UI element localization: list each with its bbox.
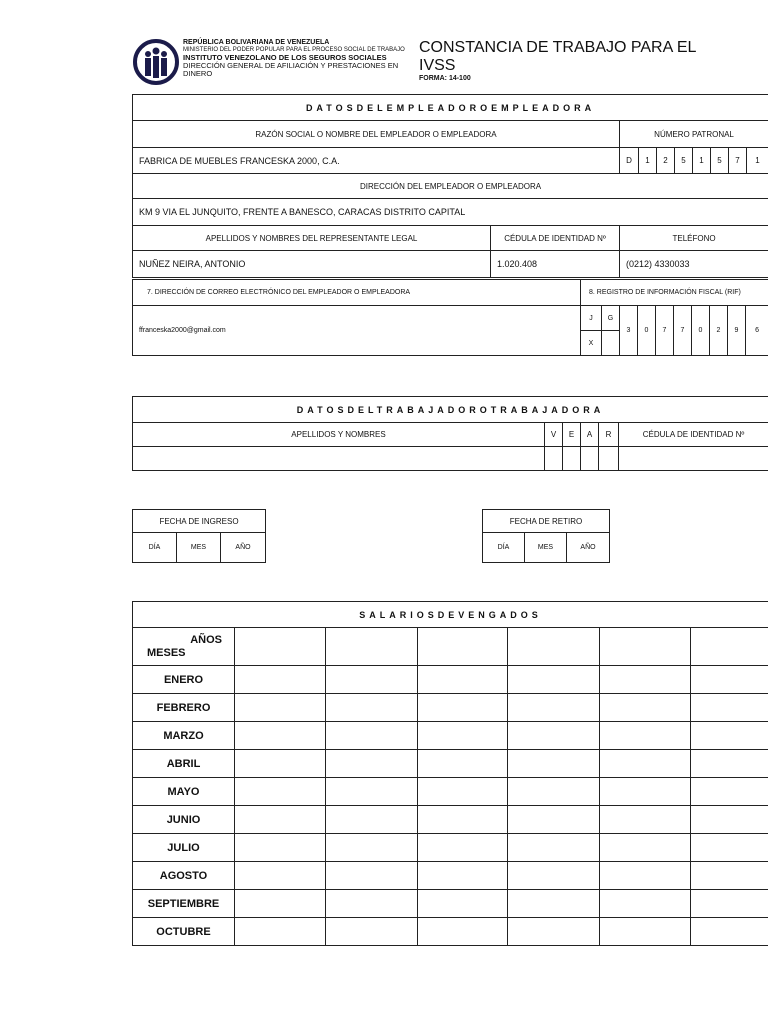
org-line-4b: DINERO: [183, 69, 213, 78]
representante-label: APELLIDOS Y NOMBRES DEL REPRESENTANTE LEGAL: [133, 226, 491, 251]
salary-cell: [235, 834, 326, 862]
worker-nombres-field: [133, 447, 545, 471]
month-row: [133, 722, 768, 750]
month-label: JUNIO: [133, 806, 235, 834]
salary-cell: [691, 806, 768, 834]
rif-digit: 6: [746, 306, 768, 356]
email-label: 7. DIRECCIÓN DE CORREO ELECTRÓNICO DEL EMPLEADOR O EMPLEADORA: [133, 280, 581, 306]
salary-cell: [600, 750, 691, 778]
month-label: AGOSTO: [133, 862, 235, 890]
email-rif-table: [132, 279, 768, 356]
salary-cell: [418, 778, 508, 806]
year-column-header: [600, 628, 691, 666]
worker-cedula-label: CÉDULA DE IDENTIDAD Nº: [619, 423, 768, 447]
rif-type-empty: [602, 331, 620, 356]
ivss-logo: [133, 37, 179, 87]
ivss-logo-icon: [133, 37, 179, 87]
telefono-value: (0212) 4330033: [620, 251, 768, 278]
ingreso-dia-label: DÍA: [133, 533, 177, 563]
salary-cell: [235, 890, 326, 918]
salary-cell: [691, 750, 768, 778]
org-line-2: MINISTERIO DEL PODER POPULAR PARA EL PROCESO SOCIAL DE TRABAJO: [183, 47, 405, 53]
salary-cell: [508, 722, 600, 750]
salary-cell: [600, 890, 691, 918]
employer-section-title: DATOSDELEMPLEADOROEMPLEADORA: [133, 95, 768, 121]
ingreso-ano-label: AÑO: [221, 533, 266, 563]
numero-digit: 2: [657, 148, 675, 174]
form-number: FORMA: 14-100: [419, 75, 471, 82]
salary-cell: [326, 750, 418, 778]
salary-cell: [326, 694, 418, 722]
month-label: JULIO: [133, 834, 235, 862]
salary-cell: [326, 834, 418, 862]
employer-table: [132, 94, 768, 278]
rif-digit: 7: [674, 306, 692, 356]
razon-social-value: FABRICA DE MUEBLES FRANCESKA 2000, C.A.: [133, 148, 620, 174]
month-row: [133, 862, 768, 890]
month-row: [133, 918, 768, 946]
cedula-value: 1.020.408: [491, 251, 620, 278]
direccion-value: KM 9 VIA EL JUNQUITO, FRENTE A BANESCO, CARACAS DISTRITO CAPITAL: [133, 199, 768, 226]
month-rows: [133, 666, 768, 946]
salary-cell: [326, 666, 418, 694]
retiro-dia-label: DÍA: [483, 533, 525, 563]
month-row: [133, 778, 768, 806]
rif-type-mark: X: [581, 331, 602, 356]
salary-cell: [508, 918, 600, 946]
salary-cell: [326, 862, 418, 890]
salary-cell: [235, 778, 326, 806]
anos-label: AÑOS: [190, 634, 222, 646]
rif-label: 8. REGISTRO DE INFORMACIÓN FISCAL (RIF): [581, 280, 768, 306]
nationality-e-field: [563, 447, 581, 471]
salary-cell: [691, 862, 768, 890]
salary-cell: [691, 890, 768, 918]
salary-cell: [600, 722, 691, 750]
salary-cell: [235, 918, 326, 946]
month-row: [133, 806, 768, 834]
nationality-a-field: [581, 447, 599, 471]
salary-cell: [600, 834, 691, 862]
salary-cell: [418, 890, 508, 918]
rif-digit: 7: [656, 306, 674, 356]
salary-cell: [508, 666, 600, 694]
salary-cell: [691, 834, 768, 862]
salary-cell: [600, 666, 691, 694]
salary-cell: [600, 778, 691, 806]
telefono-label: TELÉFONO: [620, 226, 768, 251]
salary-cell: [418, 834, 508, 862]
rif-digit: J: [581, 306, 602, 331]
salary-cell: [508, 834, 600, 862]
month-label: SEPTIEMBRE: [133, 890, 235, 918]
salarios-section-title: SALARIOSDEVENGADOS: [133, 602, 768, 628]
salarios-table: [132, 601, 768, 946]
rif-digit: 9: [728, 306, 746, 356]
numero-patronal-label: NÚMERO PATRONAL: [620, 121, 768, 148]
salary-cell: [418, 694, 508, 722]
nationality-e: E: [563, 423, 581, 447]
document-title: [419, 39, 719, 82]
salary-cell: [326, 778, 418, 806]
month-row: [133, 694, 768, 722]
org-line-3: INSTITUTO VENEZOLANO DE LOS SEGUROS SOCIALES: [183, 53, 387, 62]
nationality-r: R: [599, 423, 619, 447]
fecha-retiro-table: [482, 509, 610, 563]
salary-cell: [418, 918, 508, 946]
salary-cell: [235, 666, 326, 694]
retiro-ano-label: AÑO: [567, 533, 610, 563]
salary-cell: [691, 694, 768, 722]
year-column-header: [691, 628, 768, 666]
salary-cell: [600, 862, 691, 890]
organization-block: [183, 39, 419, 78]
salary-cell: [235, 862, 326, 890]
salary-cell: [600, 806, 691, 834]
salary-cell: [326, 918, 418, 946]
year-column-header: [508, 628, 600, 666]
numero-digit: 1: [639, 148, 657, 174]
year-column-header: [235, 628, 326, 666]
numero-digit: 5: [711, 148, 729, 174]
salary-cell: [326, 722, 418, 750]
salary-cell: [235, 806, 326, 834]
worker-section-title: DATOSDELTRABAJADOROTRABAJADORA: [133, 397, 768, 423]
rif-digit: 0: [692, 306, 710, 356]
fecha-ingreso-table: [132, 509, 266, 563]
worker-cedula-field: [619, 447, 768, 471]
email-value: ffranceska2000@gmail.com: [133, 306, 581, 356]
nationality-v-field: [545, 447, 563, 471]
rif-digit: 0: [638, 306, 656, 356]
year-column-header: [326, 628, 418, 666]
representante-value: NUÑEZ NEIRA, ANTONIO: [133, 251, 491, 278]
salary-cell: [326, 806, 418, 834]
meses-label: MESES: [147, 647, 186, 659]
nationality-r-field: [599, 447, 619, 471]
retiro-mes-label: MES: [525, 533, 567, 563]
title-line-1: CONSTANCIA DE TRABAJO PARA EL: [419, 39, 697, 56]
salary-cell: [508, 694, 600, 722]
salary-cell: [235, 750, 326, 778]
month-row: [133, 750, 768, 778]
month-label: ENERO: [133, 666, 235, 694]
direccion-label: DIRECCIÓN DEL EMPLEADOR O EMPLEADORA: [133, 174, 768, 199]
salary-cell: [418, 806, 508, 834]
rif-digit: G: [602, 306, 620, 331]
cedula-label: CÉDULA DE IDENTIDAD Nº: [491, 226, 620, 251]
salary-cell: [235, 722, 326, 750]
anos-meses-header: [133, 628, 235, 666]
nationality-v: V: [545, 423, 563, 447]
salary-cell: [326, 890, 418, 918]
salary-cell: [418, 666, 508, 694]
month-label: OCTUBRE: [133, 918, 235, 946]
month-label: FEBRERO: [133, 694, 235, 722]
numero-digit: 1: [747, 148, 768, 174]
salary-cell: [600, 918, 691, 946]
month-label: MARZO: [133, 722, 235, 750]
salary-cell: [508, 778, 600, 806]
numero-digit: 5: [675, 148, 693, 174]
month-row: [133, 890, 768, 918]
worker-table: [132, 396, 768, 471]
numero-digit: D: [620, 148, 639, 174]
month-label: ABRIL: [133, 750, 235, 778]
salary-cell: [418, 722, 508, 750]
fecha-ingreso-label: FECHA DE INGRESO: [133, 510, 266, 533]
year-column-header: [418, 628, 508, 666]
nationality-a: A: [581, 423, 599, 447]
salary-cell: [418, 750, 508, 778]
salary-cell: [508, 862, 600, 890]
ingreso-mes-label: MES: [177, 533, 221, 563]
razon-social-label: RAZÓN SOCIAL O NOMBRE DEL EMPLEADOR O EMPLEADORA: [133, 121, 620, 148]
numero-digit: 1: [693, 148, 711, 174]
salary-cell: [691, 918, 768, 946]
salary-cell: [508, 750, 600, 778]
rif-digit: 3: [620, 306, 638, 356]
org-line-4a: DIRECCIÓN GENERAL DE AFILIACIÓN Y PRESTACIONES EN: [183, 61, 399, 70]
worker-nombres-label: APELLIDOS Y NOMBRES: [133, 423, 545, 447]
numero-digit: 7: [729, 148, 747, 174]
salary-cell: [691, 666, 768, 694]
org-line-1: REPÚBLICA BOLIVARIANA DE VENEZUELA: [183, 39, 330, 46]
fecha-retiro-label: FECHA DE RETIRO: [483, 510, 610, 533]
month-row: [133, 834, 768, 862]
salary-cell: [691, 722, 768, 750]
salary-cell: [691, 778, 768, 806]
month-row: [133, 666, 768, 694]
rif-digit: 2: [710, 306, 728, 356]
salary-cell: [508, 806, 600, 834]
salary-cell: [600, 694, 691, 722]
salary-cell: [235, 694, 326, 722]
salary-cell: [508, 890, 600, 918]
month-label: MAYO: [133, 778, 235, 806]
salary-cell: [418, 862, 508, 890]
title-line-2: IVSS: [419, 57, 456, 74]
